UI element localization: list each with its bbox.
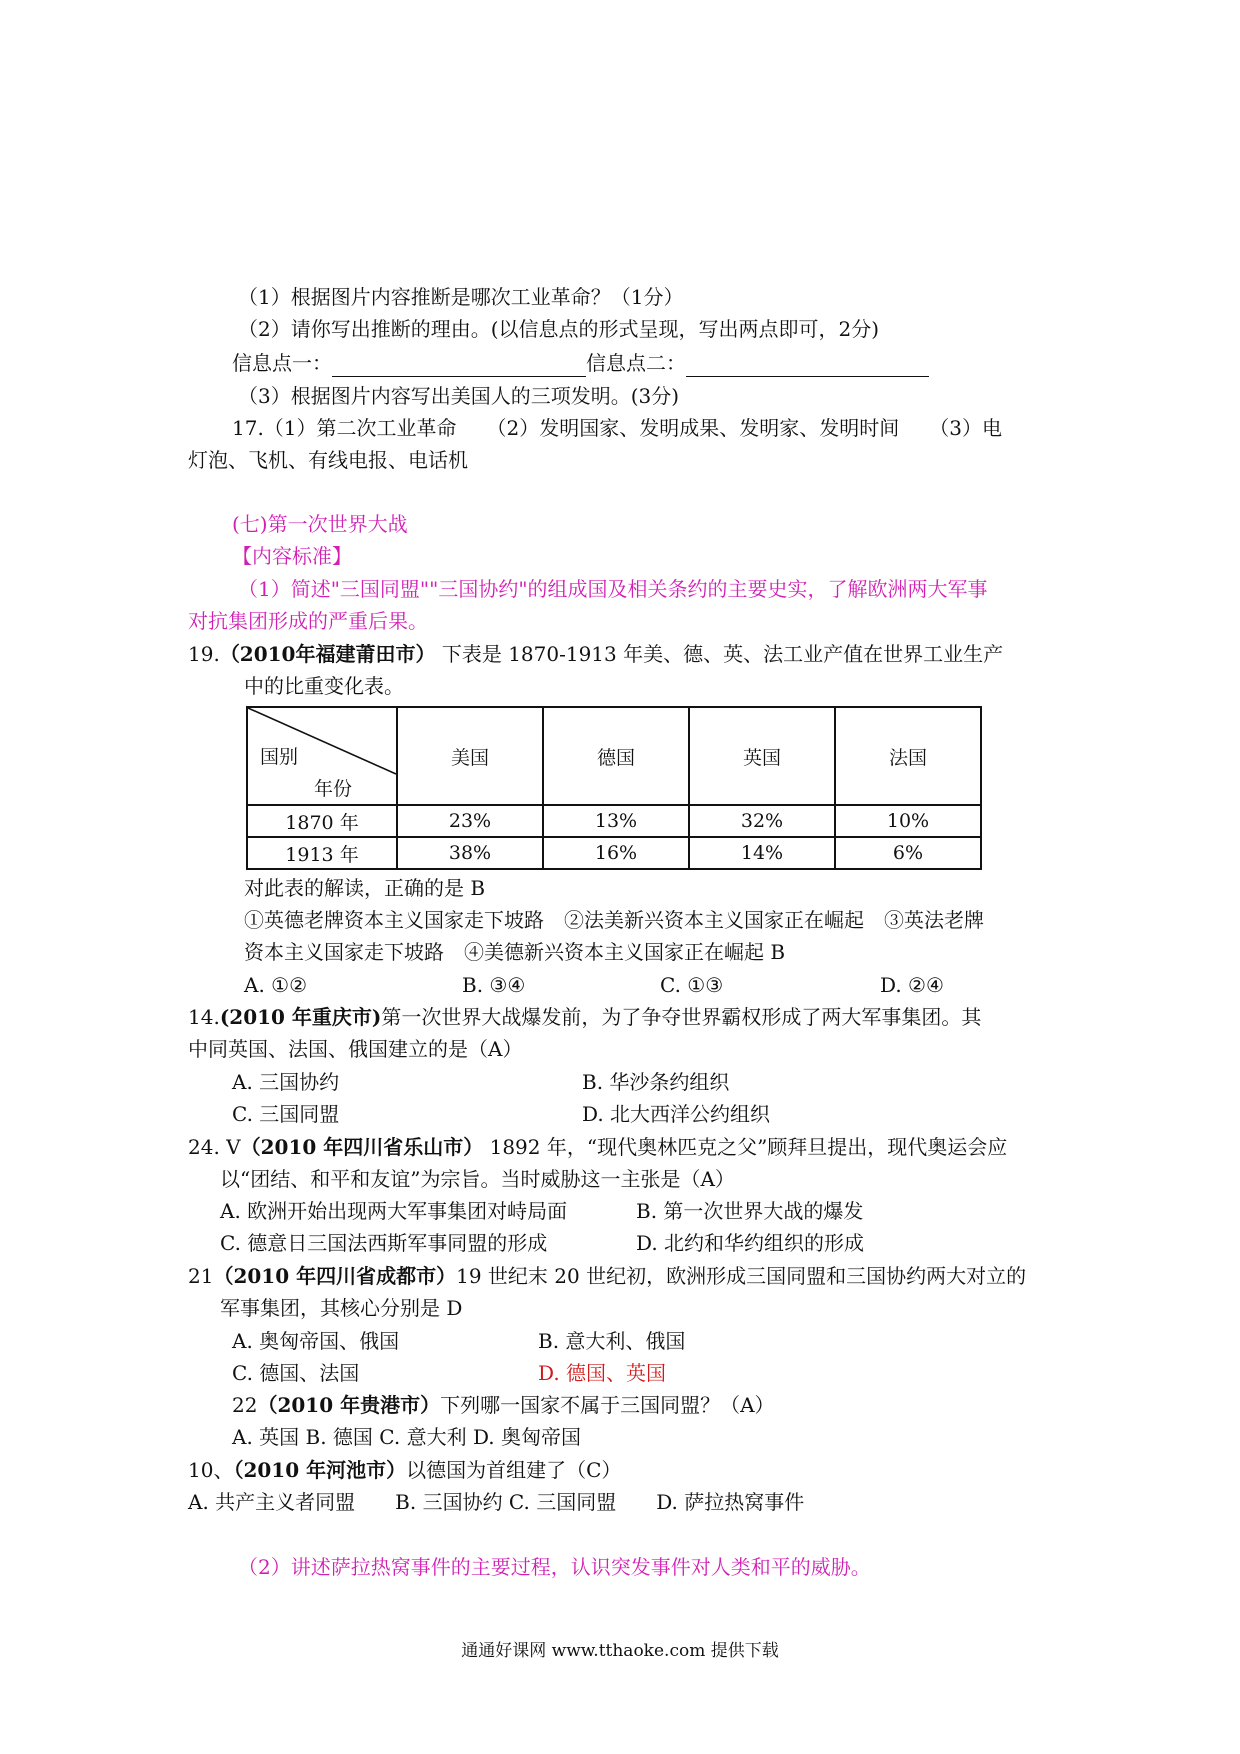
q14-source: (2010 年重庆市): [219, 1005, 382, 1029]
q21-option-c: C. 德国、法国: [232, 1361, 360, 1385]
info-points-line: [232, 349, 929, 377]
q14-stem: 第一次世界大战爆发前，为了争夺世界霸权形成了两大军事集团。其: [381, 1005, 982, 1029]
q24-option-b: B. 第一次世界大战的爆发: [636, 1199, 864, 1223]
info-point-1-label: 信息点一：: [232, 351, 332, 375]
content-standard-1-line1: （1）简述"三国同盟""三国协约"的组成国及相关条约的主要史实，了解欧洲两大军事: [238, 577, 988, 601]
q14-option-c: C. 三国同盟: [232, 1102, 340, 1126]
q24-stem: 1892 年，“现代奥林匹克之父”顾拜旦提出，现代奥运会应: [483, 1135, 1008, 1159]
content-standard-heading: 【内容标准】: [232, 544, 352, 568]
q21-option-a: A. 奥匈帝国、俄国: [232, 1329, 400, 1353]
q14-option-a: A. 三国协约: [232, 1070, 340, 1094]
q24-line1: [188, 1133, 1007, 1161]
info-point-2-label: 信息点二：: [586, 351, 686, 375]
row-year: 1913 年: [247, 837, 397, 869]
table-row: [247, 837, 981, 869]
q22-source: （2010 年贵港市）: [257, 1393, 441, 1417]
q24-option-d: D. 北约和华约组织的形成: [636, 1231, 865, 1255]
q17-sub1: （1）根据图片内容推断是哪次工业革命？（1分）: [238, 285, 684, 309]
q24-option-c: C. 德意日三国法西斯军事同盟的形成: [220, 1231, 548, 1255]
header-usa: 美国: [397, 707, 543, 805]
q10-options: A. 共产主义者同盟 B. 三国协约 C. 三国同盟 D. 萨拉热窝事件: [188, 1490, 805, 1514]
q21-option-d-answer: D. 德国、英国: [538, 1361, 667, 1385]
q14-line2: 中同英国、法国、俄国建立的是（A）: [188, 1037, 523, 1061]
page-footer: 通通好课网 www.tthaoke.com 提供下载: [461, 1641, 779, 1661]
table-row: [247, 805, 981, 837]
q10-source: （2010 年河池市）: [233, 1458, 407, 1482]
q19-stem: 下表是 1870-1913 年美、德、英、法工业产值在世界工业生产: [435, 642, 1004, 666]
info-point-2-blank: [686, 354, 929, 377]
q21-number: 21: [188, 1264, 214, 1288]
cell-value: 16%: [543, 837, 689, 869]
q10-number: 10、: [188, 1458, 234, 1482]
cell-value: 14%: [689, 837, 835, 869]
q24-number: 24. V: [188, 1135, 241, 1159]
info-point-1-blank: [332, 354, 586, 377]
q21-line2: 军事集团，其核心分别是 D: [220, 1296, 463, 1320]
corner-year-label: 年份: [314, 778, 353, 800]
q19-option-c: C. ①③: [660, 973, 724, 997]
header-britain: 英国: [689, 707, 835, 805]
content-standard-2: （2）讲述萨拉热窝事件的主要过程，认识突发事件对人类和平的威胁。: [238, 1555, 871, 1579]
q14-line1: [188, 1003, 981, 1031]
content-standard-1-line2: 对抗集团形成的严重后果。: [188, 609, 428, 633]
q24-line2: 以“团结、和平和友谊”为宗旨。当时威胁这一主张是（A）: [220, 1167, 735, 1191]
industrial-share-table: [246, 706, 982, 870]
q19-line4: ①英德老牌资本主义国家走下坡路 ②法美新兴资本主义国家正在崛起 ③英法老牌: [244, 908, 984, 932]
q19-line1: [188, 640, 1003, 668]
q17-sub2: （2）请你写出推断的理由。(以信息点的形式呈现，写出两点即可，2分): [238, 317, 880, 341]
q19-option-a: A. ①②: [244, 973, 308, 997]
q21-stem: 19 世纪末 20 世纪初，欧洲形成三国同盟和三国协约两大对立的: [456, 1264, 1027, 1288]
q17-sub3: （3）根据图片内容写出美国人的三项发明。(3分): [238, 384, 680, 408]
q10-line1: [188, 1456, 621, 1484]
cell-value: 10%: [835, 805, 981, 837]
q14-option-d: D. 北大西洋公约组织: [582, 1102, 771, 1126]
q22-number: 22: [232, 1393, 258, 1417]
cell-value: 32%: [689, 805, 835, 837]
q22-stem: 下列哪一国家不属于三国同盟？（A）: [440, 1393, 775, 1417]
q19-line3: 对此表的解读，正确的是 B: [244, 876, 486, 900]
section-title-ww1: (七)第一次世界大战: [232, 512, 408, 536]
header-germany: 德国: [543, 707, 689, 805]
q22-line1: [232, 1391, 775, 1419]
cell-value: 6%: [835, 837, 981, 869]
header-france: 法国: [835, 707, 981, 805]
q21-option-b: B. 意大利、俄国: [538, 1329, 686, 1353]
cell-value: 38%: [397, 837, 543, 869]
q14-number: 14.: [188, 1005, 220, 1029]
q21-line1: [188, 1262, 1026, 1290]
table-corner-cell: [247, 707, 397, 805]
q22-options: A. 英国 B. 德国 C. 意大利 D. 奥匈帝国: [232, 1425, 581, 1449]
q24-option-a: A. 欧洲开始出现两大军事集团对峙局面: [220, 1199, 568, 1223]
q19-number: 19.: [188, 642, 220, 666]
q19-source: （2010年福建莆田市）: [219, 642, 436, 666]
q10-stem: 以德国为首组建了（C）: [406, 1458, 622, 1482]
q21-source: （2010 年四川省成都市）: [213, 1264, 457, 1288]
q19-option-b: B. ③④: [462, 973, 526, 997]
q19-option-d: D. ②④: [880, 973, 944, 997]
cell-value: 13%: [543, 805, 689, 837]
cell-value: 23%: [397, 805, 543, 837]
q14-option-b: B. 华沙条约组织: [582, 1070, 730, 1094]
q24-source: （2010 年四川省乐山市）: [240, 1135, 484, 1159]
q19-line2: 中的比重变化表。: [244, 674, 404, 698]
q17-answer-line1: 17.（1）第二次工业革命 （2）发明国家、发明成果、发明家、发明时间 （3）电: [232, 416, 1002, 440]
row-year: 1870 年: [247, 805, 397, 837]
corner-country-label: 国别: [260, 746, 299, 768]
q17-answer-line2: 灯泡、飞机、有线电报、电话机: [188, 448, 468, 472]
q19-line5: 资本主义国家走下坡路 ④美德新兴资本主义国家正在崛起 B: [244, 940, 786, 964]
